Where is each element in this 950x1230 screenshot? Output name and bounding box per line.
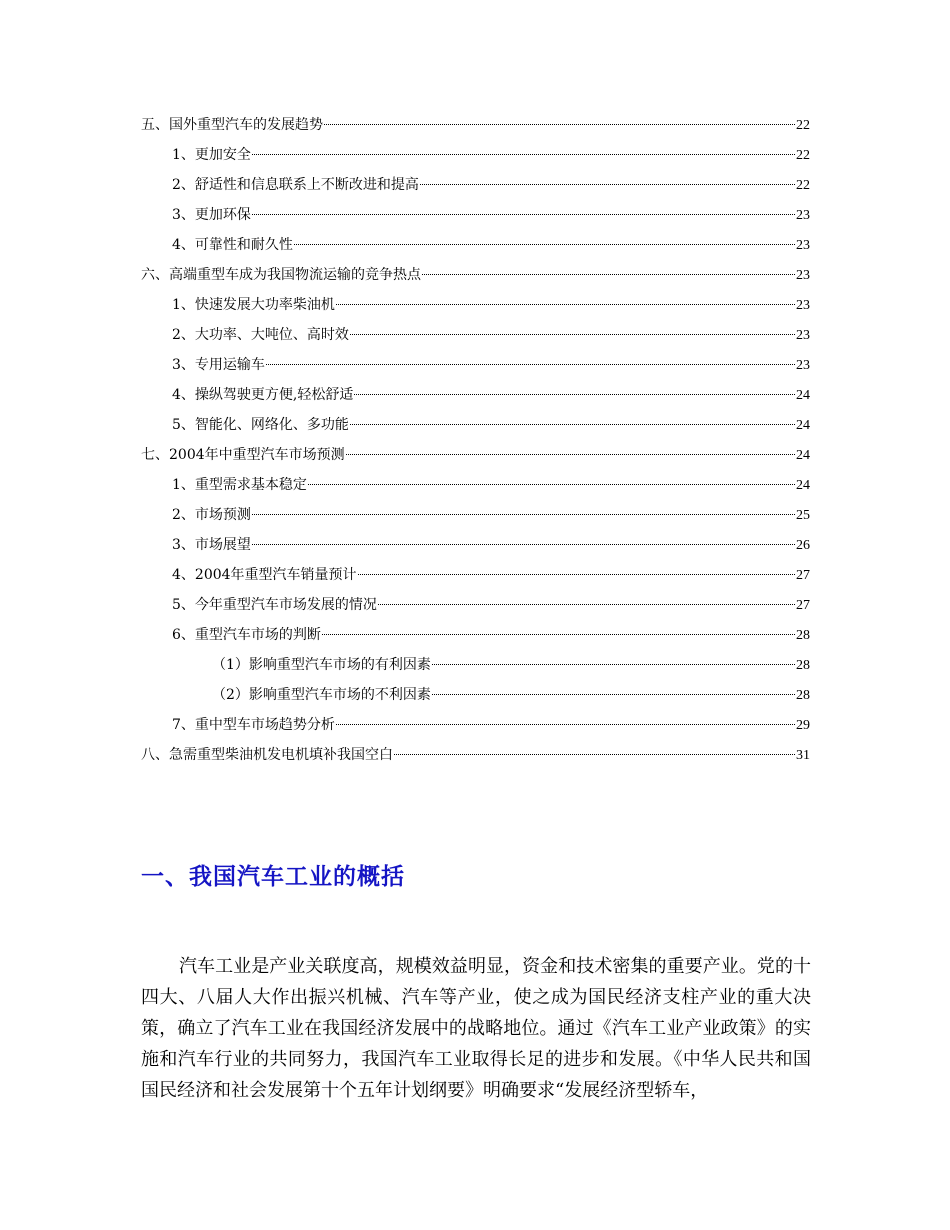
toc-page-number: 22 (796, 118, 810, 133)
toc-entry-label: 3、市场展望 (172, 537, 251, 553)
toc-page-number: 28 (796, 688, 810, 703)
table-of-contents (141, 110, 810, 770)
toc-entry-label: 1、快速发展大功率柴油机 (172, 297, 335, 313)
body-paragraph: 汽车工业是产业关联度高，规模效益明显，资金和技术密集的重要产业。党的十四大、八届人大作出振兴机械、汽车等产业，使之成为国民经济支柱产业的重大决策，确立了汽车工业在我国经济发展中的战略地位。通过《汽车工业产业政策》的实施和汽车行业的共同努力，我国汽车工业取得长足的进步和发展。《中华人民共和国国民经济和社会发展第十个五年计划纲要》明确要求“发展经济型轿车， (141, 956, 811, 1101)
toc-entry-label: 4、2004年重型汽车销量预计 (172, 567, 357, 583)
toc-page-number: 22 (796, 148, 810, 163)
toc-entry[interactable] (141, 620, 810, 650)
toc-dot-leader (252, 544, 795, 545)
toc-entry[interactable] (141, 560, 810, 590)
toc-entry-label: （1）影响重型汽车市场的有利因素 (212, 657, 431, 673)
toc-entry-label: 六、高端重型车成为我国物流运输的竞争热点 (141, 267, 421, 283)
toc-entry[interactable] (141, 380, 810, 410)
toc-entry[interactable] (141, 290, 810, 320)
toc-entry[interactable] (141, 170, 810, 200)
toc-page-number: 22 (796, 178, 810, 193)
toc-entry-label: 七、2004年中重型汽车市场预测 (141, 447, 345, 463)
toc-dot-leader (266, 364, 795, 365)
toc-entry-label: 五、国外重型汽车的发展趋势 (141, 117, 323, 133)
toc-page-number: 23 (796, 298, 810, 313)
toc-entry[interactable] (141, 650, 810, 680)
toc-page-number: 24 (796, 388, 810, 403)
toc-dot-leader (358, 574, 795, 575)
toc-page-number: 27 (796, 568, 810, 583)
toc-page-number: 24 (796, 418, 810, 433)
toc-dot-leader (294, 244, 795, 245)
toc-dot-leader (432, 664, 795, 665)
toc-dot-leader (252, 214, 795, 215)
toc-dot-leader (252, 514, 795, 515)
toc-dot-leader (322, 634, 795, 635)
toc-dot-leader (252, 154, 795, 155)
toc-entry[interactable] (141, 740, 810, 770)
toc-page-number: 28 (796, 628, 810, 643)
toc-dot-leader (346, 454, 795, 455)
toc-entry[interactable] (141, 470, 810, 500)
toc-dot-leader (336, 724, 795, 725)
toc-dot-leader (432, 694, 795, 695)
toc-entry-label: 2、市场预测 (172, 507, 251, 523)
toc-dot-leader (336, 304, 795, 305)
toc-entry[interactable] (141, 230, 810, 260)
toc-entry-label: 4、可靠性和耐久性 (172, 237, 293, 253)
toc-entry[interactable] (141, 440, 810, 470)
toc-entry-label: 7、重中型车市场趋势分析 (172, 717, 335, 733)
toc-page-number: 23 (796, 328, 810, 343)
toc-dot-leader (394, 754, 795, 755)
toc-entry-label: 3、更加环保 (172, 207, 251, 223)
toc-entry-label: （2）影响重型汽车市场的不利因素 (212, 687, 431, 703)
toc-dot-leader (324, 124, 795, 125)
toc-entry[interactable] (141, 110, 810, 140)
toc-dot-leader (378, 604, 795, 605)
toc-page-number: 23 (796, 238, 810, 253)
toc-entry-label: 八、急需重型柴油机发电机填补我国空白 (141, 747, 393, 763)
toc-page-number: 25 (796, 508, 810, 523)
toc-entry[interactable] (141, 710, 810, 740)
toc-entry-label: 3、专用运输车 (172, 357, 265, 373)
toc-page-number: 23 (796, 268, 810, 283)
toc-entry[interactable] (141, 500, 810, 530)
section-heading: 一、我国汽车工业的概括 (141, 864, 405, 890)
toc-entry[interactable] (141, 680, 810, 710)
toc-page-number: 23 (796, 208, 810, 223)
toc-page-number: 31 (796, 748, 810, 763)
toc-dot-leader (354, 394, 795, 395)
toc-entry-label: 4、操纵驾驶更方便,轻松舒适 (172, 387, 354, 403)
toc-entry-label: 6、重型汽车市场的判断 (172, 627, 321, 643)
toc-dot-leader (422, 274, 795, 275)
toc-entry[interactable] (141, 530, 810, 560)
toc-page-number: 26 (796, 538, 810, 553)
toc-page-number: 23 (796, 358, 810, 373)
toc-dot-leader (420, 184, 795, 185)
toc-page-number: 24 (796, 448, 810, 463)
toc-entry-label: 1、更加安全 (172, 147, 251, 163)
toc-entry[interactable] (141, 590, 810, 620)
toc-dot-leader (350, 424, 795, 425)
toc-entry[interactable] (141, 350, 810, 380)
toc-entry[interactable] (141, 140, 810, 170)
toc-entry-label: 5、智能化、网络化、多功能 (172, 417, 349, 433)
toc-page-number: 28 (796, 658, 810, 673)
toc-entry-label: 2、舒适性和信息联系上不断改进和提高 (172, 177, 419, 193)
toc-page-number: 29 (796, 718, 810, 733)
toc-entry[interactable] (141, 260, 810, 290)
toc-entry-label: 2、大功率、大吨位、高时效 (172, 327, 349, 343)
toc-entry-label: 5、今年重型汽车市场发展的情况 (172, 597, 377, 613)
toc-dot-leader (350, 334, 795, 335)
toc-entry-label: 1、重型需求基本稳定 (172, 477, 307, 493)
toc-entry[interactable] (141, 320, 810, 350)
toc-entry[interactable] (141, 200, 810, 230)
toc-dot-leader (308, 484, 795, 485)
toc-entry[interactable] (141, 410, 810, 440)
toc-page-number: 27 (796, 598, 810, 613)
toc-page-number: 24 (796, 478, 810, 493)
